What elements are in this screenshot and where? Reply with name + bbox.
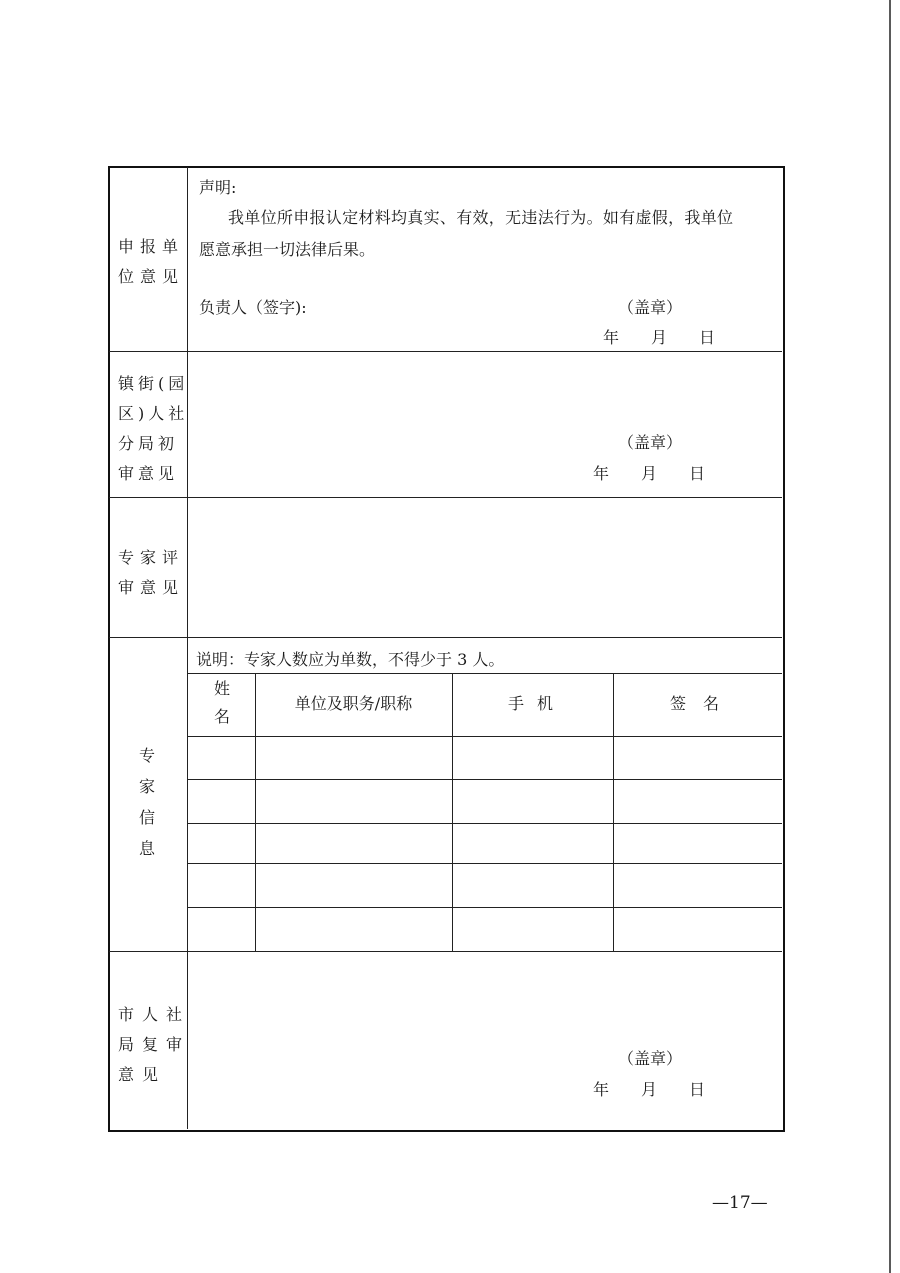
declaration-line-1: 我单位所申报认定材料均真实、有效，无违法行为。如有虚假，我单位: [228, 208, 734, 227]
date-field[interactable]: 年 月 日: [593, 464, 706, 483]
expert-unit-cell[interactable]: [256, 737, 451, 778]
applicant-opinion-label: 申报单 位意见: [118, 237, 185, 286]
expert-signature-cell[interactable]: [614, 908, 781, 950]
expert-count-note: 说明：专家人数应为单数，不得少于 3 人。: [196, 650, 505, 669]
section-separator: [109, 637, 782, 638]
section-separator: [109, 951, 782, 952]
section-separator: [109, 497, 782, 498]
date-field[interactable]: 年 月 日: [593, 1080, 706, 1099]
expert-phone-cell[interactable]: [453, 864, 612, 906]
seal-placeholder: （盖章）: [618, 433, 683, 452]
expert-signature-cell[interactable]: [614, 864, 781, 906]
declaration-title: 声明:: [199, 178, 237, 197]
expert-name-cell[interactable]: [189, 780, 254, 822]
scan-edge-line: [889, 0, 891, 1273]
city-review-label: 市人社 局复审 意见: [118, 1005, 191, 1084]
expert-unit-cell[interactable]: [256, 824, 451, 862]
expert-signature-cell[interactable]: [614, 737, 781, 778]
expert-name-cell[interactable]: [189, 908, 254, 950]
expert-signature-cell[interactable]: [614, 824, 781, 862]
expert-name-cell[interactable]: [189, 737, 254, 778]
section-separator: [109, 351, 782, 352]
header-name: 姓 名: [213, 679, 230, 726]
header-phone: 手 机: [507, 694, 558, 713]
expert-signature-cell[interactable]: [614, 780, 781, 822]
header-signature: 签 名: [669, 694, 726, 713]
seal-placeholder: （盖章）: [618, 298, 683, 317]
expert-review-label: 专家评 审意见: [118, 548, 185, 597]
label-column-divider: [187, 167, 188, 1129]
date-field[interactable]: 年 月 日: [603, 328, 716, 347]
declaration-line-2: 愿意承担一切法律后果。: [199, 240, 376, 259]
page-number: —17—: [712, 1193, 768, 1213]
district-review-label: 镇街(园 区)人社 分局初 审意见: [118, 374, 189, 483]
expert-info-label: 专 家 信 息: [138, 746, 155, 858]
header-unit-title: 单位及职务/职称: [294, 694, 413, 713]
signer-field[interactable]: 负责人（签字):: [199, 298, 307, 317]
expert-phone-cell[interactable]: [453, 824, 612, 862]
seal-placeholder: （盖章）: [618, 1049, 683, 1068]
expert-unit-cell[interactable]: [256, 908, 451, 950]
expert-phone-cell[interactable]: [453, 908, 612, 950]
inner-table-top: [188, 673, 782, 674]
expert-name-cell[interactable]: [189, 864, 254, 906]
expert-phone-cell[interactable]: [453, 737, 612, 778]
expert-unit-cell[interactable]: [256, 780, 451, 822]
expert-name-cell[interactable]: [189, 824, 254, 862]
expert-phone-cell[interactable]: [453, 780, 612, 822]
expert-unit-cell[interactable]: [256, 864, 451, 906]
